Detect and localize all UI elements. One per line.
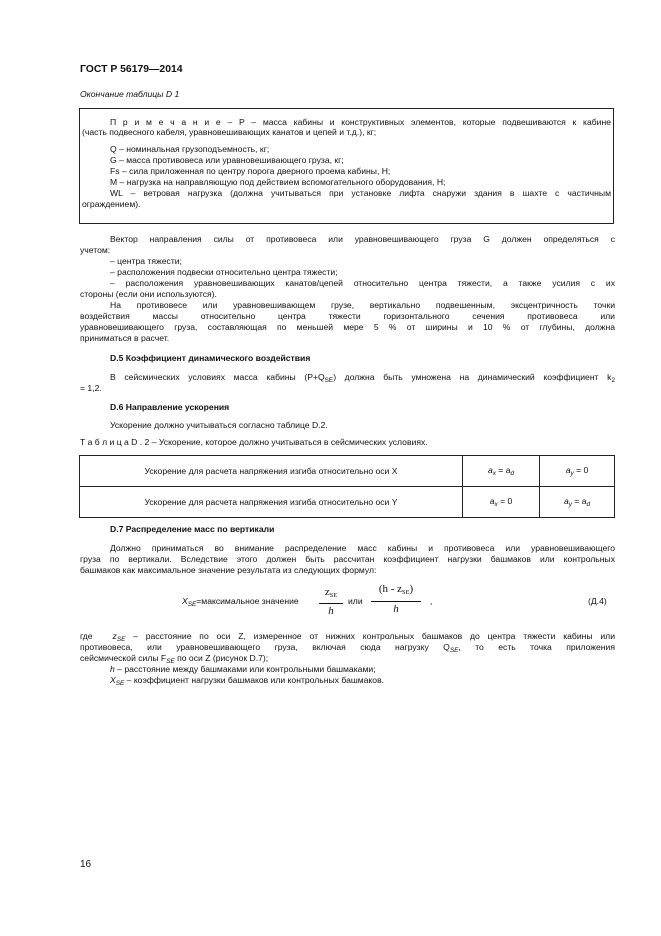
table-cell-label: Ускорение для расчета напряжения изгиба относительно оси X [80,456,463,487]
note-box [79,108,614,224]
body-line: – расположения подвески относительно центра тяжести; [110,267,338,277]
d5-sub2: 2 [611,377,615,384]
body-line: приниматься в расчет. [80,333,170,343]
formula-lhs: $X_{SE}=максимальное$ значение [182,596,299,608]
table-caption: Т а б л и ц а D . 2 – Ускорение, которое должно учитываться в сейсмических условиях. [80,437,428,447]
table-cell-ax: $a_x = a_d$ [463,456,540,487]
formula-end: , [430,596,433,606]
fraction-2: $(h - z_{SE})$ h [370,581,422,616]
d5-text-end: = 1,2. [80,383,102,393]
body-line: воздействия массы относительно центра тяжести горизонтального сечения противовеса или [80,311,615,321]
where-line-x: $X_{SE}$ – коэффициент нагрузки башмаков или контрольных башмаков. [110,675,385,687]
section-heading-d7: D.7 Распределение масс по вертикали [110,524,275,534]
table-cell-label: Ускорение для расчета напряжения изгиба относительно оси Y [80,487,463,518]
d5-text-a: В сейсмических условиях масса кабины (P+Q [110,372,325,382]
fraction-1: $z_{SE}$ h [318,585,344,618]
body-line: Вектор направления силы от противовеса или уравновешивающего груза G должен определяться с [110,234,615,244]
d7-line: Должно приниматься во внимание распределение масс кабины и противовеса или уравновешивающего [110,543,615,553]
document-header: ГОСТ Р 56179—2014 [80,64,183,75]
formula-or: или [348,596,363,606]
where-label: где [80,631,93,641]
where-line-z3: сейсмической силы $F_{SE}$ по оси Z (рисунок D.7); [80,653,269,665]
note-line: (часть подвесного кабеля, уравновешивающих канатов и цепей и т.д.), кг; [82,127,377,137]
note-line: G – масса противовеса или уравновешивающего груза, кг; [110,155,344,165]
body-line: уравновешивающего груза, составляющая по меньшей мере 5 % от ширины и 10 % от глубины, должна [80,322,615,332]
acceleration-table [79,455,615,518]
formula-number: (Д.4) [588,596,607,606]
where-line-z: где $z_{SE}$ – расстояние по оси Z, измеренное от нижних контрольных башмаков до центра тяжести кабины или [80,631,615,643]
d6-text: Ускорение должно учитываться согласно таблице D.2. [110,420,328,430]
note-line: ограждением). [82,199,141,209]
note-line: WL – ветровая нагрузка (должна учитываться при установке лифта снаружи здания в шахте с частичным [110,188,611,198]
body-line: – расположения уравновешивающих канатов/цепей относительно центра тяжести, а также усилия с их [110,278,615,288]
body-line: – центра тяжести; [110,256,182,266]
section-heading-d6: D.6 Направление ускорения [110,402,230,412]
where-line-h: h – расстояние между башмаками или контрольными башмаками; [110,664,376,674]
d7-line: груза по вертикали. Вследствие этого должен быть рассчитан коэффициент нагрузки башмаков или контрольных [80,554,615,564]
body-line: стороны (если они используются). [80,289,217,299]
table-row [80,487,615,518]
table-continuation-label: Окончание таблицы D 1 [80,89,180,99]
note-line: П р и м е ч а н и е – P – масса кабины и конструктивных элементов, которые подвешиваются к кабине [110,117,611,127]
d5-text-b: ) должна быть умножена на динамический коэффициент k [333,372,612,382]
section-heading-d5: D.5 Коэффициент динамического воздействия [110,353,311,363]
note-line: Fs – сила приложенная по центру порога дверного проема кабины, Н; [110,166,391,176]
table-cell-ay: $a_y = a_d$ [540,487,615,518]
table-cell-ax: $a_x = 0$ [463,487,540,518]
formula-d4 [80,585,615,625]
body-line: учетом: [80,245,111,255]
note-line: M – нагрузка на направляющую под действием вспомогательного оборудования, Н; [110,177,446,187]
d7-line: башмаков как максимальное значение результата из следующих формул: [80,565,377,575]
note-line: Q – номинальная грузоподъемность, кг; [110,144,270,154]
page-number: 16 [80,859,92,870]
body-line: На противовесе или уравновешивающем грузе, вертикально подвешенным, эксцентричность точки [110,300,615,310]
d5-sub: SE [324,377,334,384]
where-line-z2: противовеса, или уравновешивающего груза, включая сюда нагрузку $Q_{SE}$, то есть точка приложения [80,642,615,654]
table-row [80,456,615,487]
table-cell-ay: $a_y = 0$ [540,456,615,487]
